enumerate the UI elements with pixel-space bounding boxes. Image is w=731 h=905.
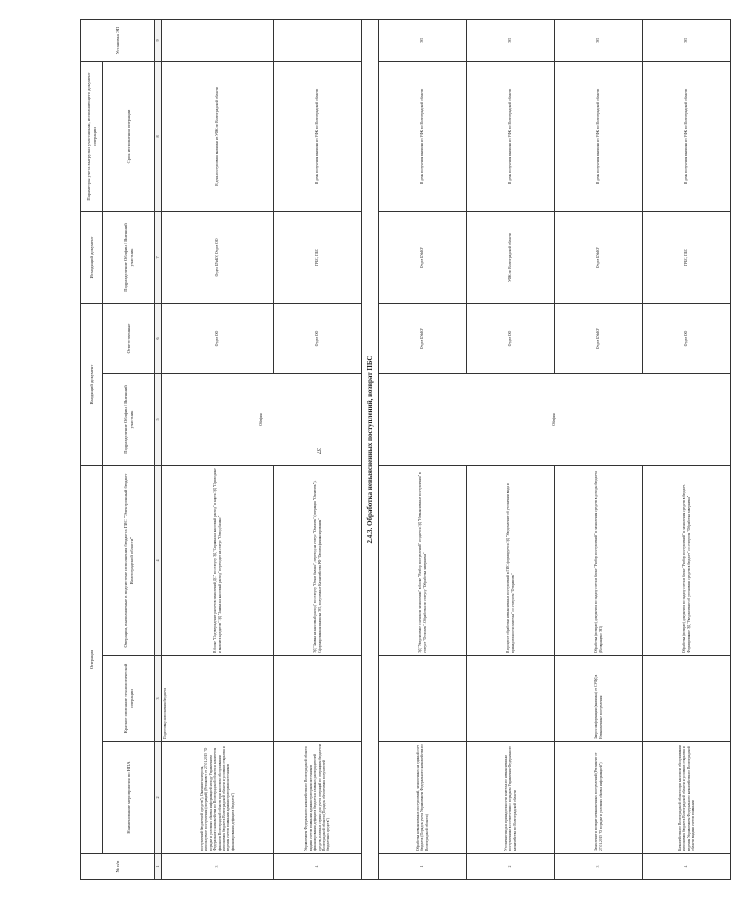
header-params: Параметры учета выгрузки участникам, исполняющего документ операции (81, 61, 103, 211)
row-num: 4 (274, 854, 362, 880)
header-operation: Операция (81, 466, 103, 854)
row-term: В день получения выписки из УФК по Волгоградской области (555, 61, 643, 211)
row-out-unit: Отдел БУиКУ, Отдел ОО (162, 211, 274, 303)
row-ep: ЭП (379, 19, 467, 61)
row-ep: ЭП (643, 19, 731, 61)
row-num: 2 (467, 854, 555, 880)
header-op-desc: Краткое описание технологической операции (103, 656, 155, 742)
row-out-unit: Отдел БУиКУ (555, 211, 643, 303)
header-input-doc: Входящий документ (81, 303, 103, 465)
row-out-unit: ГРБС, ПБС (643, 211, 731, 303)
row-desc (379, 656, 467, 742)
header-op-gis: Операции, выполняемые в подсистеме исполнения бюджета ГИС "Электронный бюджет Волгоградской области" (103, 466, 155, 656)
table-row (379, 19, 467, 879)
row-name: Казначейства по Волгоградской области при кассовом обслуживании исполнения бюджета Волгоградской области и условиях открытия и ведения Управлением Федерального казначейства по Волгоградской области видами счетов главными (643, 742, 731, 854)
row-gis: В блоке "Подтверждение расчетов зачислений ДС" по статусу ЭД "Справка на кассовый расход" и карта ЭД "Приходные и выплата кредитов" ЭД "Заявка на кассовый расход" переходит на статус "Отвод баланс" (162, 466, 274, 656)
row-in-unit: Облфин (162, 374, 362, 466)
row-out-unit: Отдел БУиКУ (379, 211, 467, 303)
operations-table (80, 19, 731, 880)
header-in-unit: Подразделение Облфин / Внешний участник (103, 374, 155, 466)
table-row (162, 19, 274, 879)
header-out-doc: Исходящий документ (81, 211, 103, 303)
rotated-table-sheet (80, 20, 695, 880)
col-number: 9 (155, 19, 162, 61)
header-ep: Установка ЭП (81, 19, 155, 61)
row-desc (467, 656, 555, 742)
col-number: 3 (155, 656, 162, 742)
row-num: 4 (643, 854, 731, 880)
page-number: 37 (315, 448, 321, 454)
row-num: 3 (162, 854, 274, 880)
row-gis: Обработка (возврат) документа по задачу счета в блоке "Разбор поступлений" и зачисления средств в доходы бюджета (Возвращено ЭП) (555, 466, 643, 656)
row-out-unit: ГРБС, ПБС (274, 211, 362, 303)
row-in-resp: Отдел ОО (467, 303, 555, 373)
section-row (362, 19, 379, 879)
row-desc: Запрос информации (выписка) от СУФД в Невыясненные поступления (555, 656, 643, 742)
row-gis: Обработка (возврат) документа по задачу счета в блоке "Разбор поступлений" и зачисления средств в бюджет. Формирование ЭД "Уведомление об уточнении средств в бюджет" со статусом "Обработка завершена" (643, 466, 731, 656)
row-in-resp: Отдел ОО (274, 303, 362, 373)
header-term: Срок исполнения операции (103, 61, 155, 211)
row-gis: ЭД "Уведомление о неясном зачислении" в блоке "Разбор поступлений" создается ЭД "Невыясненные поступления" в статусе "Отложен". Обработка по статусу "Обработка завершена" (379, 466, 467, 656)
header-op-name: Наименование мероприятия по НПА (103, 742, 155, 854)
col-number: 1 (155, 854, 162, 880)
row-out-unit: УФК по Волгоградской области (467, 211, 555, 303)
row-gis: ЭД "Заявка на кассовый расход" по статусу "Отказ баланс", переход на статус "Оплачен" (операция "Оплатить"). Сформированная выписка ЭП, полученные Казначейства РФ "Оплата финансирования" (274, 466, 362, 656)
row-desc: Подготовку исполнения бюджета (162, 656, 274, 742)
row-name: Управлением Федерального казначейства по Волгоградской области видами счетов главными администраторами источников финансирования дефицита бюджета и главных распорядителей средств, платных сервис для учета операций по операциям бюджетом Волгоградской области (Порядок обеспечения получателей бюджетных средств") (274, 742, 362, 854)
header-in-resp: Ответственные (103, 303, 155, 373)
col-number: 5 (155, 374, 162, 466)
row-name: Уточнение вида и принадлежности платежа по невыясненным поступлениям в соответствии с порядком Управления Федерального казначейства по Волгоградской области (467, 742, 555, 854)
row-desc (643, 656, 731, 742)
row-ep: ЭП (555, 19, 643, 61)
row-term: В день получения выписки из УФК по Волгоградской области (274, 61, 362, 211)
row-in-resp: Отдел БУиКУ (379, 303, 467, 373)
row-ep (162, 19, 274, 61)
row-ep (274, 19, 362, 61)
row-in-unit: Облфин (379, 374, 731, 466)
row-desc (274, 656, 362, 742)
row-in-resp: Отдел БУиКУ (555, 303, 643, 373)
col-number: 7 (155, 211, 162, 303)
col-number: 8 (155, 61, 162, 211)
col-number: 2 (155, 742, 162, 854)
col-number: 6 (155, 303, 162, 373)
row-term: В день получения выписки из УФК по Волгоградской области (379, 61, 467, 211)
row-gis: В процессе обработки невыясненных поступлений в ГИС формируется ЭД "Уведомление об уточнении вида и принадлежности платежа" со статусом "Отправлен" (467, 466, 555, 656)
row-term: В день получения выписки из УФК по Волгоградской области (643, 61, 731, 211)
section-title: 2.4.3. Обработка невыясненных поступлений, возврат ПБС (362, 19, 379, 879)
header-num: № п/п (81, 854, 155, 880)
row-num: 1 (379, 854, 467, 880)
row-name: Обработка невыясненных поступлений, зачисленных на единый счет бюджета (Порядок учета Управлением Федерального казначейства по Волгоградской области) (379, 742, 467, 854)
row-in-resp: Отдел ОО (643, 303, 731, 373)
col-number: 4 (155, 466, 162, 656)
header-out-unit: Подразделение Облфин / Внешний участник (103, 211, 155, 303)
row-in-resp: Отдел ОО (162, 303, 274, 373)
row-name: поступлений бюджетной средств"), Оказание контроля, используемое поступления (операций) (Регламент от 27.01.2015 "О порядке и условиях обмена информацией между Управлением Федерального казначейства по Волгоградской области и комитетом финансов Волгоградской области при кассовом обслуживании исполнения бюджета Волгоградской области и условиях открытия и ведения счетов главными администраторами источников финансирования дефицита бюджета") (162, 742, 274, 854)
column-number-row (155, 19, 162, 879)
row-num: 3 (555, 854, 643, 880)
row-term: В день получения выписки из УФК по Волгоградской области (467, 61, 555, 211)
row-term: В день поступления выписки из УФК по Волгоградской области (162, 61, 274, 211)
row-name: Зачисление и возврат невыясненных поступлений (Регламент от 27.01.2015 "О порядке и условиях обмена информацией") (555, 742, 643, 854)
row-ep: ЭП (467, 19, 555, 61)
